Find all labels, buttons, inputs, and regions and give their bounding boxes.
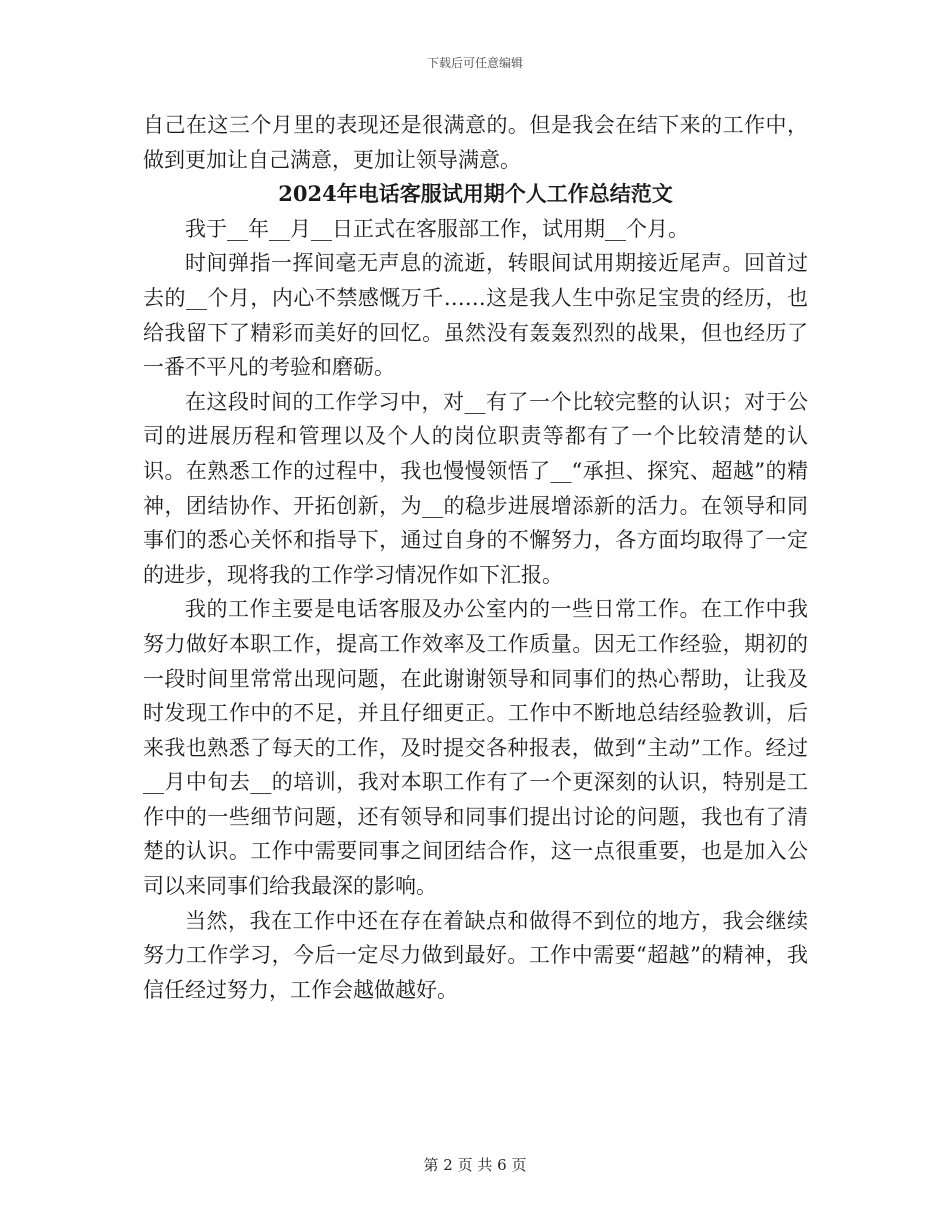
paragraph-1: 我于__年__月__日正式在客服部工作，试用期__个月。: [185, 216, 689, 241]
document-body: [143, 108, 808, 1007]
continuation-paragraph: 自己在这三个月里的表现还是很满意的。但是我会在结下来的工作中，做到更加让自己满意，更加让领导满意。: [143, 113, 808, 172]
paragraph-3: 在这段时间的工作学习中，对__有了一个比较完整的认识；对于公司的进展历程和管理以及个人的岗位职责等都有了一个比较清楚的认识。在熟悉工作的过程中，我也慢慢领悟了__“承担、探究、超越”的精神，团结协作、开拓创新，为__的稳步进展增添新的活力。在领导和同事们的悉心关怀和指导下，通过自身的不懈努力，各方面均取得了一定的进步，现将我的工作学习情况作如下汇报。: [143, 389, 808, 587]
paragraph-5: 当然，我在工作中还在存在着缺点和做得不到位的地方，我会继续努力工作学习，今后一定尽力做到最好。工作中需要“超越”的精神，我信任经过努力，工作会越做越好。: [143, 908, 808, 1002]
page-number-footer: 第 2 页 共 6 页: [423, 1156, 527, 1174]
document-title: 2024年电话客服试用期个人工作总结范文: [278, 181, 673, 207]
paragraph-2: 时间弹指一挥间毫无声息的流逝，转眼间试用期接近尾声。回首过去的__个月，内心不禁感慨万千……这是我人生中弥足宝贵的经历，也给我留下了精彩而美好的回忆。虽然没有轰轰烈烈的战果，但也经历了一番不平凡的考验和磨砺。: [143, 251, 808, 380]
page-header: 下载后可任意编辑: [426, 56, 523, 70]
paragraph-4: 我的工作主要是电话客服及办公室内的一些日常工作。在工作中我努力做好本职工作，提高工作效率及工作质量。因无工作经验，期初的一段时间里常常出现问题，在此谢谢领导和同事们的热心帮助，让我及时发现工作中的不足，并且仔细更正。工作中不断地总结经验教训，后来我也熟悉了每天的工作，及时提交各种报表，做到“主动”工作。经过__月中旬去__的培训，我对本职工作有了一个更深刻的认识，特别是工作中的一些细节问题，还有领导和同事们提出讨论的问题，我也有了清楚的认识。工作中需要同事之间团结合作，这一点很重要，也是加入公司以来同事们给我最深的影响。: [143, 597, 808, 899]
